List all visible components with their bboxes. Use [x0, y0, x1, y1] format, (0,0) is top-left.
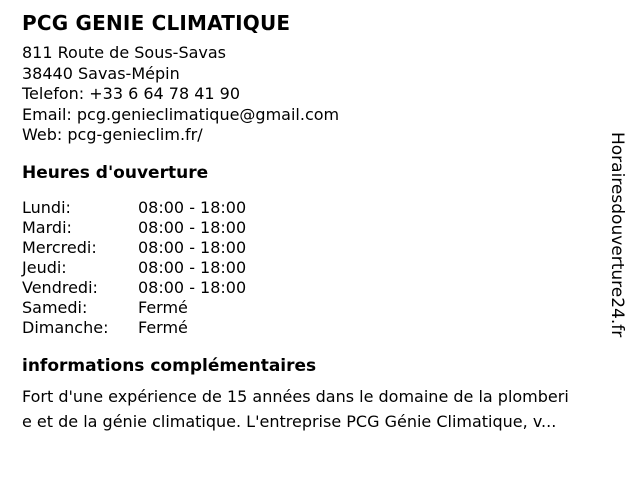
hours-row-friday — [22, 278, 612, 298]
hours-row-monday — [22, 198, 612, 218]
time-value: Fermé — [138, 297, 188, 317]
time-value: 08:00 - 18:00 — [138, 237, 247, 257]
day-label: Lundi: — [22, 197, 71, 217]
opening-hours-heading: Heures d'ouverture — [22, 162, 209, 183]
day-label: Mercredi: — [22, 237, 97, 257]
additional-info-heading: informations complémentaires — [22, 355, 317, 376]
day-label: Vendredi: — [22, 277, 98, 297]
hours-row-wednesday — [22, 238, 612, 258]
business-description — [22, 384, 612, 435]
time-value: 08:00 - 18:00 — [138, 257, 247, 277]
phone-line: Telefon: +33 6 64 78 41 90 — [22, 84, 241, 103]
hours-row-tuesday — [22, 218, 612, 238]
hours-row-saturday — [22, 298, 612, 318]
time-value: 08:00 - 18:00 — [138, 217, 247, 237]
website-line: Web: pcg-genieclim.fr/ — [22, 125, 203, 144]
opening-hours-table — [22, 198, 612, 338]
time-value: 08:00 - 18:00 — [138, 277, 247, 297]
address-line-street: 811 Route de Sous-Savas — [22, 43, 227, 62]
day-label: Dimanche: — [22, 317, 109, 337]
contact-block — [22, 43, 612, 146]
time-value: Fermé — [138, 317, 188, 337]
address-line-city: 38440 Savas-Mépin — [22, 63, 180, 83]
site-watermark: Horairesdouverture24.fr — [607, 132, 627, 338]
hours-row-thursday — [22, 258, 612, 278]
page-title: PCG GENIE CLIMATIQUE — [22, 11, 291, 35]
time-value: 08:00 - 18:00 — [138, 197, 247, 217]
hours-row-sunday — [22, 318, 612, 338]
day-label: Mardi: — [22, 217, 72, 237]
description-line-1: Fort d'une expérience de 15 années dans le domaine de la plomberi — [22, 386, 569, 406]
day-label: Jeudi: — [22, 257, 67, 277]
email-line: Email: pcg.genieclimatique@gmail.com — [22, 104, 340, 124]
day-label: Samedi: — [22, 297, 88, 317]
description-line-2: e et de la génie climatique. L'entreprise PCG Génie Climatique, v... — [22, 412, 557, 431]
